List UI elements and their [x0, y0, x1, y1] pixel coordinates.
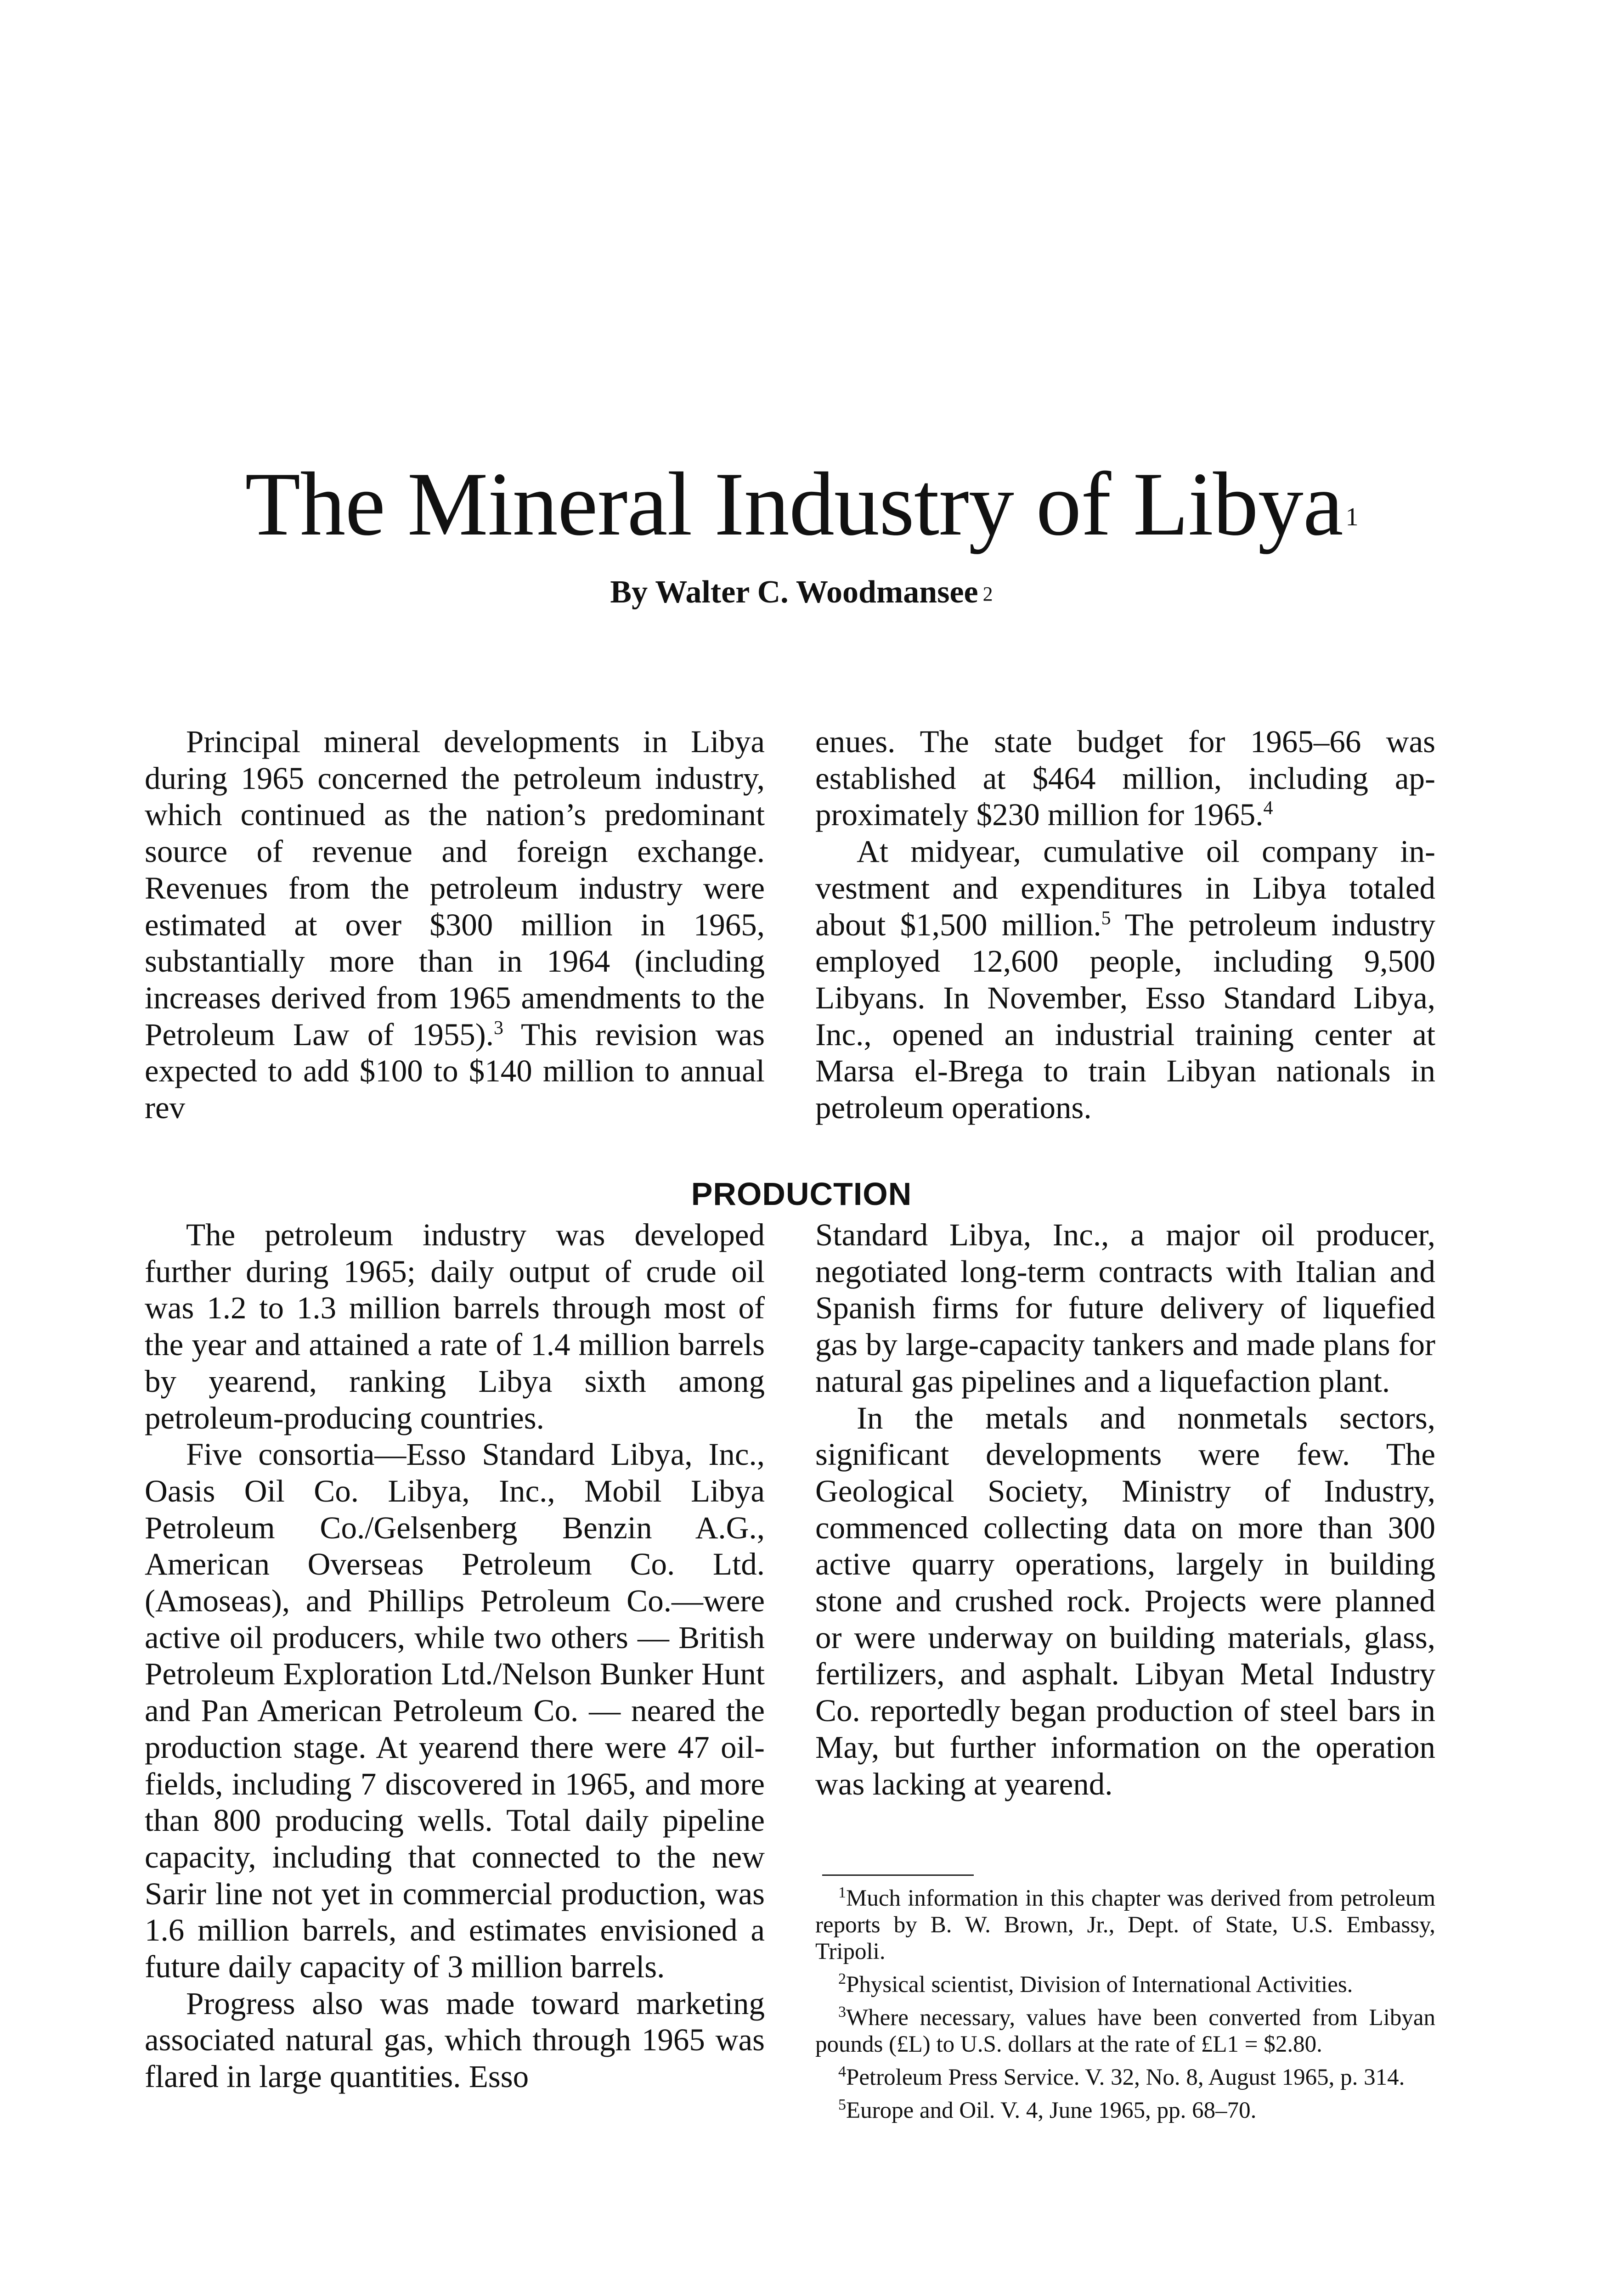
intro-p1-text-b: This revision was expected to add $100 to $140 million to annual rev [145, 1017, 765, 1125]
intro-paragraph-1 [145, 724, 765, 1126]
footnote-text: Where necessary, values have been converted from Libyan pounds (£L) to U.S. dollars at the rate of £L1 = $2.80. [815, 2005, 1435, 2057]
intro-left-column [145, 724, 765, 1126]
footnote-text: Physical scientist, Division of International Activities. [846, 1972, 1353, 1998]
footnote-number: 4 [838, 2063, 846, 2080]
production-paragraph-4: In the metals and nonmetals sectors, significant developments were few. The Geological Society, Ministry of Industry, commenced collecting data on more than 300 active quarry operations, largely in building stone and crushed rock. Projects were planned or were underway on building materials, glass, fertilizers, and asphalt. Libyan Metal Industry Co. reportedly began production of steel bars in May, but further information on the operation was lacking at yearend. [815, 1400, 1435, 1801]
production-paragraph-1: The petroleum industry was developed further during 1965; daily output of crude oil was 1.2 to 1.3 million barrels through most of the year and attained a rate of 1.4 million barrels by yearend, ranking Libya sixth among petroleum-producing countries. [145, 1217, 765, 1435]
production-paragraph-3: Progress also was made toward marketing associated natural gas, which through 1965 was flared in large quantities. Esso [145, 1986, 765, 2094]
page-title [0, 449, 1603, 559]
footnote-ref-4: 4 [1263, 798, 1273, 819]
footnote-5 [815, 2097, 1435, 2124]
section-heading-production: PRODUCTION [691, 1176, 912, 1212]
production-right-column [815, 1217, 1435, 1802]
footnote-ref-3: 3 [493, 1017, 503, 1039]
footnote-text: Petroleum Press Service. V. 32, No. 8, August 1965, p. 314. [846, 2065, 1405, 2090]
footnotes [815, 1885, 1435, 2130]
intro-paragraph-2 [815, 833, 1435, 1126]
intro-p2-text-b: The petroleum industry employed 12,600 people, including 9,500 Libyans. In November, Esso Standard Libya, Inc., opened an industrial training center at Marsa el-Brega to train Libyan nationals in petroleum operations. [815, 907, 1436, 1125]
footnote-number: 2 [838, 1970, 846, 1987]
title-footnote-ref: 1 [1345, 502, 1358, 531]
footnote-text: Much information in this chapter was derived from petroleum reports by B. W. Brown, Jr., Dept. of State, U.S. Embassy, Tripoli. [815, 1885, 1435, 1964]
production-paragraph-3-continued: Standard Libya, Inc., a major oil producer, negotiated long-term contracts with Italian and Spanish firms for future delivery of liquefied gas by large-capacity tankers and made plans for natural gas pipelines and a liquefaction plant. [815, 1217, 1435, 1399]
intro-p2-text-a: At midyear, cumulative oil company investment and expenditures in Libya totaled about $1,500 million. [815, 834, 1435, 942]
intro-paragraph-1-continued [815, 724, 1435, 833]
byline-footnote-ref: 2 [982, 583, 993, 605]
production-left-column [145, 1217, 765, 2095]
footnote-4 [815, 2064, 1435, 2091]
title-text: The Mineral Industry of Libya [245, 453, 1343, 554]
footnote-number: 3 [838, 2003, 846, 2020]
intro-p1-continued-text: enues. The state budget for 1965–66 was established at $464 million, including approximately $230 million for 1965. [815, 724, 1435, 833]
footnote-2 [815, 1971, 1435, 1998]
footnote-number: 5 [838, 2096, 846, 2113]
footnote-ref-5: 5 [1101, 907, 1111, 929]
footnote-number: 1 [838, 1884, 846, 1901]
footnote-1 [815, 1885, 1435, 1965]
footnote-3 [815, 2004, 1435, 2058]
byline-text: By Walter C. Woodmansee [610, 574, 978, 610]
byline [0, 572, 1603, 613]
intro-right-column [815, 724, 1435, 1126]
intro-p1-text-a: Principal mineral developments in Libya during 1965 concerned the petroleum industry, which continued as the nation’s predominant source of revenue and foreign exchange. Revenues from the petroleum industry were estimated at over $300 million in 1965, substantially more than in 1964 (including increases derived from 1965 amendments to the Petroleum Law of 1955). [145, 724, 765, 1052]
production-paragraph-2: Five consortia—Esso Standard Libya, Inc., Oasis Oil Co. Libya, Inc., Mobil Libya Petroleum Co./Gelsenberg Benzin A.G., American Overseas Petroleum Co. Ltd. (Amoseas), and Phillips Petroleum Co.—were active oil producers, while two others — British Petroleum Exploration Ltd./Nelson Bunker Hunt and Pan American Petroleum Co. — neared the production stage. At yearend there were 47 oilfields, including 7 discovered in 1965, and more than 800 producing wells. Total daily pipeline capacity, including that connected to the new Sarir line not yet in commercial production, was 1.6 million barrels, and estimates envisioned a future daily capacity of 3 million barrels. [145, 1437, 765, 1985]
footnote-text: Europe and Oil. V. 4, June 1965, pp. 68–70. [846, 2098, 1257, 2123]
footnote-divider [822, 1874, 974, 1876]
